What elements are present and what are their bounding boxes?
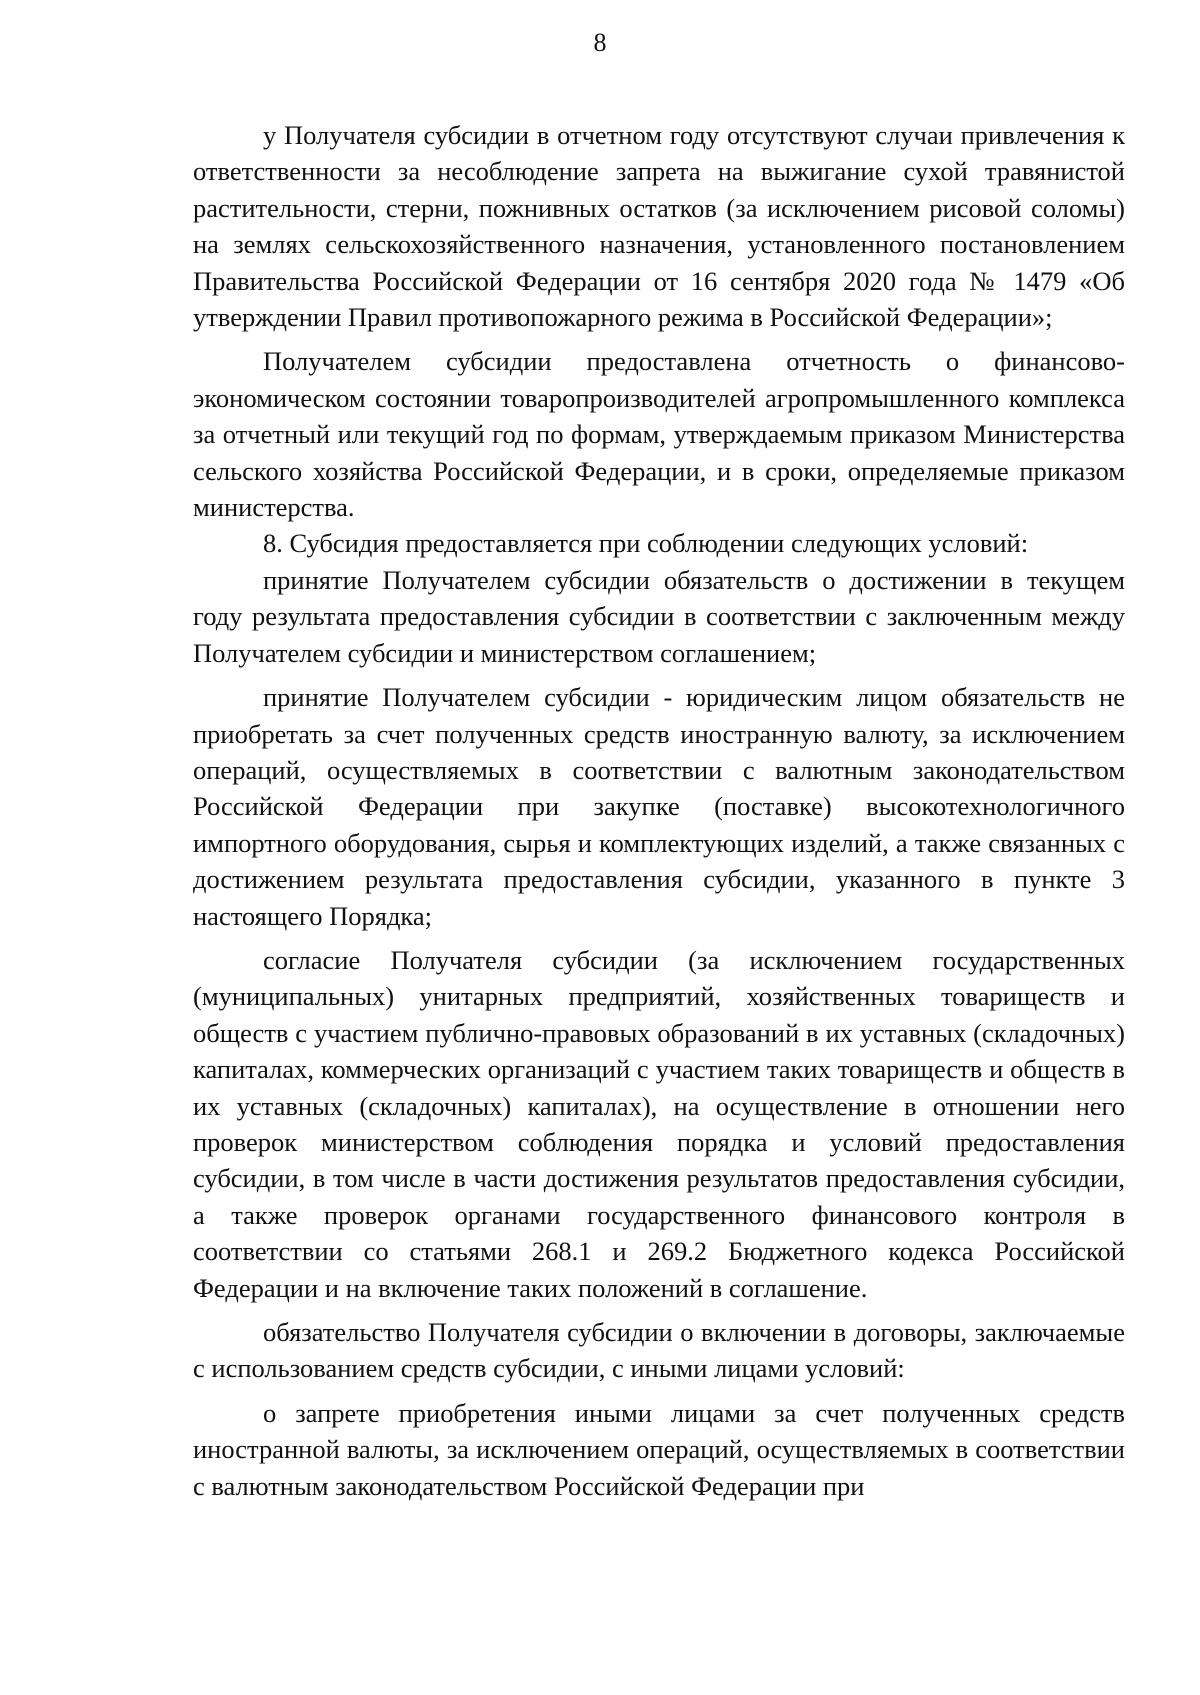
document-body: [193, 117, 1125, 1504]
paragraph-currency-prohibition: о запрете приобретения иными лицами за счет полученных средств иностранной валюты, за исключением операций, осуществляемых в соответствии с валютным законодательством Российской Федерации при: [193, 1397, 1125, 1501]
paragraph-result-obligation: принятие Получателем субсидии обязательств о достижении в текущем году результата предоставления субсидии в соответствии с заключенным между Получателем субсидии и министерством соглашением;: [193, 564, 1125, 668]
paragraph-section-8-heading: 8. Субсидия предоставляется при соблюдении следующих условий:: [263, 528, 1029, 559]
paragraph-inspection-consent: согласие Получателя субсидии (за исключением государственных (муниципальных) унитарных предприятий, хозяйственных товариществ и обществ с участием публично-правовых образований в их уставных (складочных) капиталах, коммерческих организаций с участием таких товариществ и обществ в их уставных (складочных) капиталах), на осуществление в отношении него проверок министерством соблюдения порядка и условий предоставления субсидии, в том числе в части достижения результатов предоставления субсидии, а также проверок органами государственного финансового контроля в соответствии со статьями 268.1 и 269.2 Бюджетного кодекса Российской Федерации и на включение таких положений в соглашение.: [193, 944, 1125, 1303]
paragraph-currency-obligation: принятие Получателем субсидии - юридическим лицом обязательств не приобретать за счет полученных средств иностранную валюту, за исключением операций, осуществляемых в соответствии с валютным законодательством Российской Федерации при закупке (поставке) высокотехнологичного импортного оборудования, сырья и комплектующих изделий, а также связанных с достижением результата предоставления субсидии, указанного в пункте 3 настоящего Порядка;: [193, 682, 1125, 931]
paragraph-fire-safety-condition: у Получателя субсидии в отчетном году отсутствуют случаи привлечения к ответственности за несоблюдение запрета на выжигание сухой травянистой растительности, стерни, пожнивных остатков (за исключением рисовой соломы) на землях сельскохозяйственного назначения, установленного постановлением Правительства Российской Федерации от 16 сентября 2020 года № 1479 «Об утверждении Правил противопожарного режима в Российской Федерации»;: [193, 120, 1125, 333]
paragraph-financial-reporting: Получателем субсидии предоставлена отчетность о финансово-экономическом состоянии товаропроизводителей агропромышленного комплекса за отчетный или текущий год по формам, утверждаемым приказом Министерства сельского хозяйства Российской Федерации, и в сроки, определяемые приказом министерства.: [193, 346, 1125, 523]
paragraph-contract-conditions: обязательство Получателя субсидии о включении в договоры, заключаемые с использованием средств субсидии, с иными лицами условий:: [193, 1317, 1125, 1384]
page-number: 8: [593, 28, 607, 57]
